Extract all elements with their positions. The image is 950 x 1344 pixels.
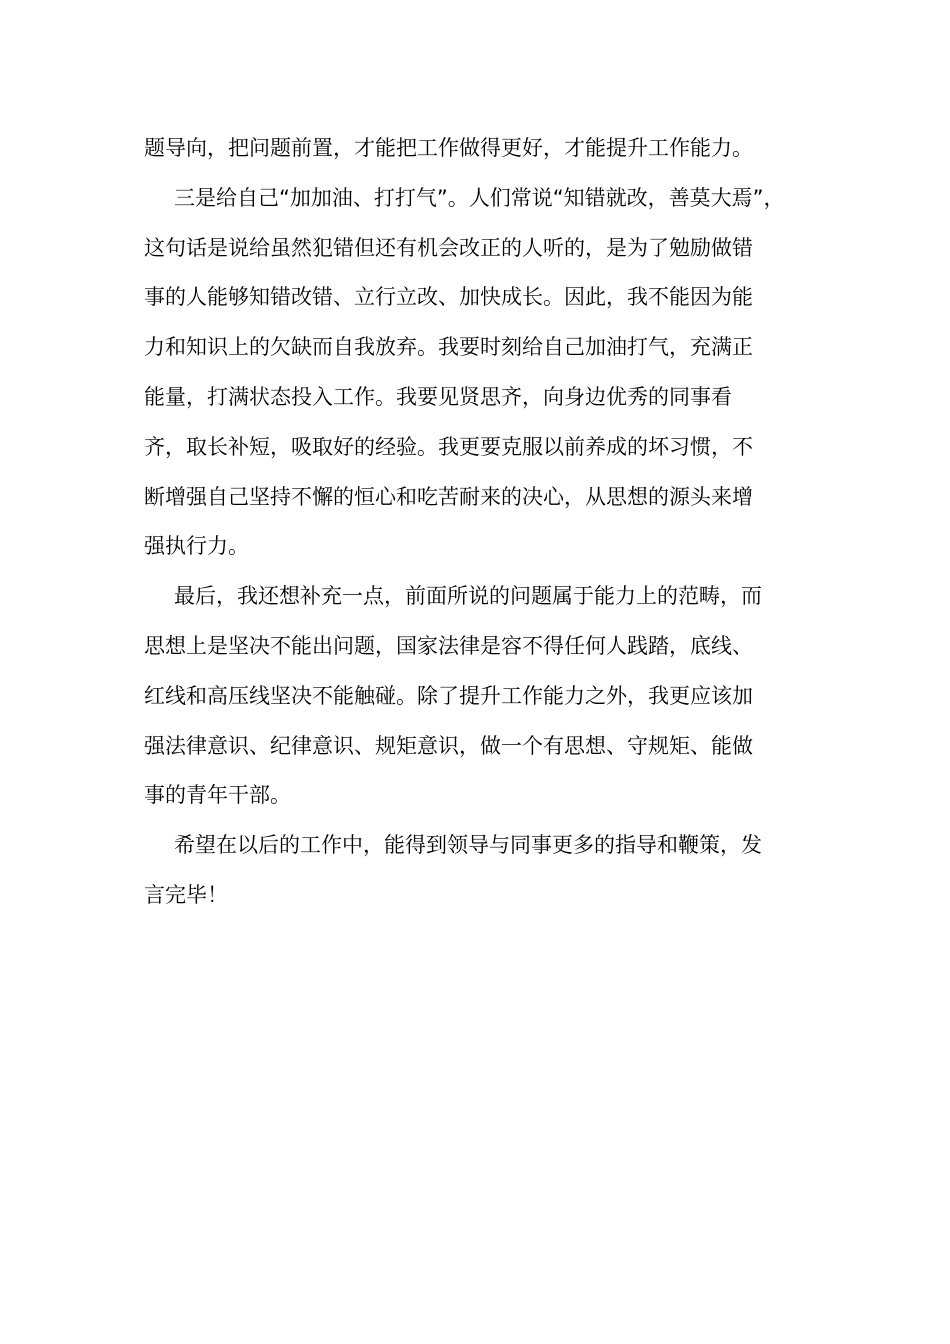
text-line: 这句话是说给虽然犯错但还有机会改正的人听的，是为了勉励做错: [144, 235, 753, 260]
paragraph-start-line: 希望在以后的工作中，能得到领导与同事更多的指导和鞭策，发: [174, 833, 762, 858]
document-body: [144, 124, 806, 921]
text-line: 思想上是坚决不能出问题，国家法律是容不得任何人践踏，底线、: [144, 633, 753, 658]
text-line: 事的青年干部。: [144, 783, 291, 808]
text-line: 题导向，把问题前置，才能把工作做得更好，才能提升工作能力。: [144, 136, 753, 160]
text-line: 事的人能够知错改错、立行立改、加快成长。因此，我不能因为能: [144, 285, 753, 310]
text-line: 言完毕！: [144, 882, 228, 907]
text-line: 红线和高压线坚决不能触碰。除了提升工作能力之外，我更应该加: [144, 683, 753, 708]
text-line: 力和知识上的欠缺而自我放弃。我要时刻给自己加油打气，充满正: [144, 335, 753, 360]
text-line: 能量，打满状态投入工作。我要见贤思齐，向身边优秀的同事看: [144, 384, 732, 409]
paragraph-start-line: 最后，我还想补充一点，前面所说的问题属于能力上的范畴，而: [174, 584, 762, 609]
text-line: 齐，取长补短，吸取好的经验。我更要克服以前养成的坏习惯，不: [144, 434, 753, 459]
text-line: 断增强自己坚持不懈的恒心和吃苦耐来的决心，从思想的源头来增: [144, 484, 753, 509]
text-line: 强执行力。: [144, 534, 249, 559]
text-line: 强法律意识、纪律意识、规矩意识，做一个有思想、守规矩、能做: [144, 733, 753, 758]
paragraph-start-line: 三是给自己“加加油、打打气”。人们常说“知错就改，善莫大焉”，: [174, 185, 785, 210]
